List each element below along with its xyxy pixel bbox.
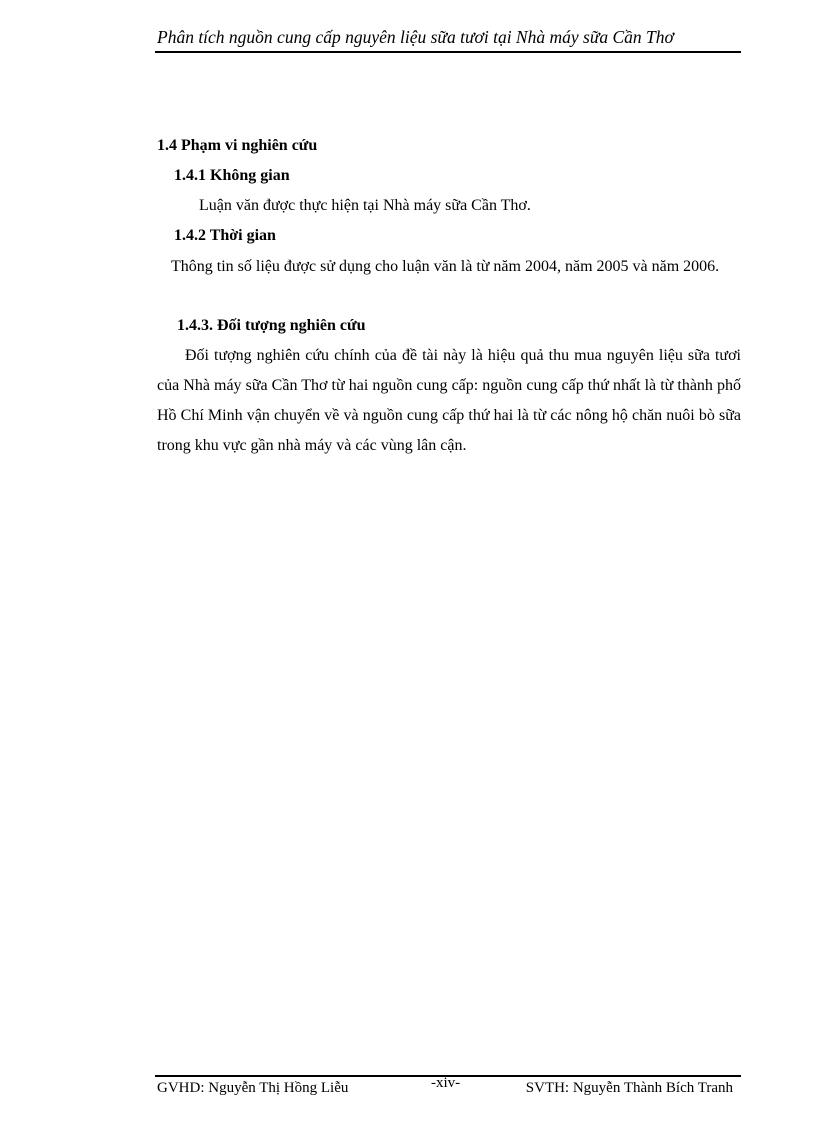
subsection-heading-time: 1.4.2 Thời gian <box>174 227 276 244</box>
page-header <box>155 25 741 53</box>
footer-advisor: GVHD: Nguyễn Thị Hồng Liễu <box>157 1080 349 1096</box>
footer-student: SVTH: Nguyễn Thành Bích Tranh <box>525 1080 733 1096</box>
subsection-text-space: Luận văn được thực hiện tại Nhà máy sữa Cần Thơ. <box>199 197 531 214</box>
subsection-text-time: Thông tin số liệu được sử dụng cho luận văn là từ năm 2004, năm 2005 và năm 2006. <box>171 258 720 275</box>
page-footer <box>155 1075 741 1101</box>
subsection-heading-subject: 1.4.3. Đối tượng nghiên cứu <box>177 317 366 334</box>
footer-page-number: -xiv- <box>431 1075 461 1091</box>
subsection-heading-space: 1.4.1 Không gian <box>174 167 290 184</box>
section-heading: 1.4 Phạm vi nghiên cứu <box>157 137 318 154</box>
header-title: Phân tích nguồn cung cấp nguyên liệu sữa tươi tại Nhà máy sữa Cần Thơ <box>157 27 674 47</box>
subsection-text-subject: Đối tượng nghiên cứu chính của đề tài này là hiệu quả thu mua nguyên liệu sữa tươi của Nhà máy sữa Cần Thơ từ hai nguồn cung cấp: nguồn cung cấp thứ nhất là từ thành phố Hồ Chí Minh vận chuyển về và nguồn cung cấp thứ hai là từ các nông hộ chăn nuôi bò sữa trong khu vực gần nhà máy và các vùng lân cận. <box>157 347 741 454</box>
